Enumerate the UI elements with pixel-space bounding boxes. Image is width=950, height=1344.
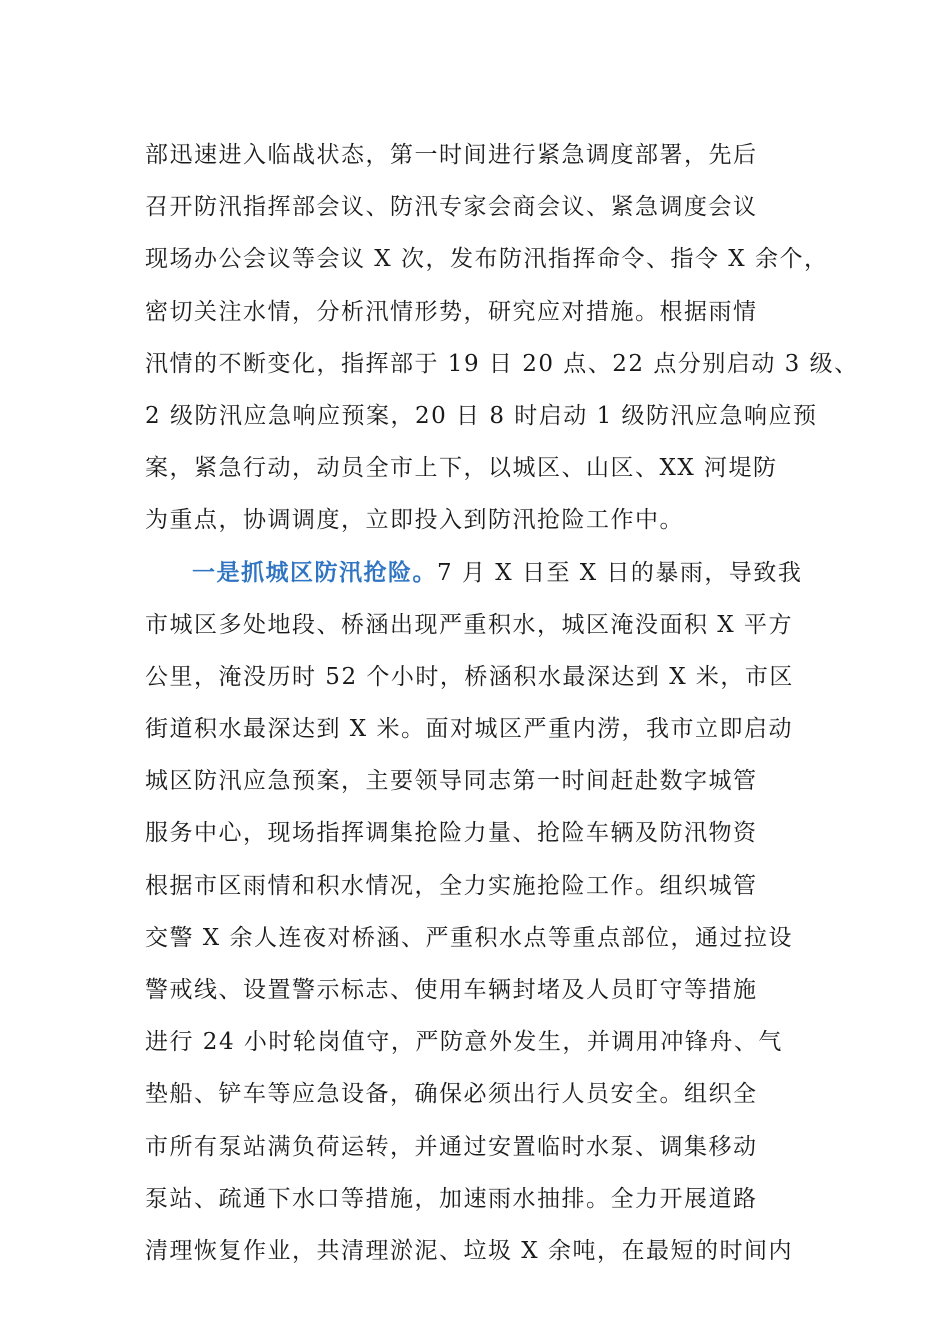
document-body bbox=[145, 129, 859, 1277]
text-line: 为重点，协调调度，立即投入到防汛抢险工作中。 bbox=[145, 507, 684, 534]
text-line: 根据市区雨情和积水情况，全力实施抢险工作。组织城管 bbox=[145, 872, 758, 899]
text-line: 垫船、铲车等应急设备，确保必须出行人员安全。组织全 bbox=[145, 1081, 758, 1108]
text-line: 现场办公会议等会议 X 次，发布防汛指挥命令、指令 X 余个， bbox=[145, 246, 829, 273]
text-line: 密切关注水情，分析汛情形势，研究应对措施。根据雨情 bbox=[145, 298, 758, 325]
text-line: 汛情的不断变化，指挥部于 19 日 20 点、22 点分别启动 3 级、 bbox=[145, 350, 859, 377]
text-line: 城区防汛应急预案，主要领导同志第一时间赶赴数字城管 bbox=[145, 768, 758, 795]
text-line: 召开防汛指挥部会议、防汛专家会商会议、紧急调度会议 bbox=[145, 194, 758, 221]
text-line: 部迅速进入临战状态，第一时间进行紧急调度部署，先后 bbox=[145, 142, 758, 168]
section-heading: 一是抓城区防汛抢险。 bbox=[192, 558, 437, 586]
text-line: 进行 24 小时轮岗值守，严防意外发生，并调用冲锋舟、气 bbox=[145, 1029, 783, 1056]
text-line: 市城区多处地段、桥涵出现严重积水，城区淹没面积 X 平方 bbox=[145, 611, 793, 638]
paragraph-first-line bbox=[145, 547, 845, 599]
text-line: 警戒线、设置警示标志、使用车辆封堵及人员盯守等措施 bbox=[145, 977, 758, 1003]
text-line: 清理恢复作业，共清理淤泥、垃圾 X 余吨，在最短的时间内 bbox=[145, 1237, 793, 1264]
text-line: 服务中心，现场指挥调集抢险力量、抢险车辆及防汛物资 bbox=[145, 820, 758, 847]
text-line: 街道积水最深达到 X 米。面对城区严重内涝，我市立即启动 bbox=[145, 716, 793, 743]
text-run: 7 月 X 日至 X 日的暴雨，导致我 bbox=[437, 559, 803, 586]
text-line: 2 级防汛应急响应预案，20 日 8 时启动 1 级防汛应急响应预 bbox=[145, 402, 818, 429]
text-line: 泵站、疏通下水口等措施，加速雨水抽排。全力开展道路 bbox=[145, 1185, 758, 1212]
text-line: 市所有泵站满负荷运转，并通过安置临时水泵、调集移动 bbox=[145, 1133, 758, 1160]
text-line: 交警 X 余人连夜对桥涵、严重积水点等重点部位，通过拉设 bbox=[145, 924, 793, 951]
text-line: 案，紧急行动，动员全市上下，以城区、山区、XX 河堤防 bbox=[145, 455, 778, 482]
text-line: 公里，淹没历时 52 个小时，桥涵积水最深达到 X 米，市区 bbox=[145, 663, 794, 690]
